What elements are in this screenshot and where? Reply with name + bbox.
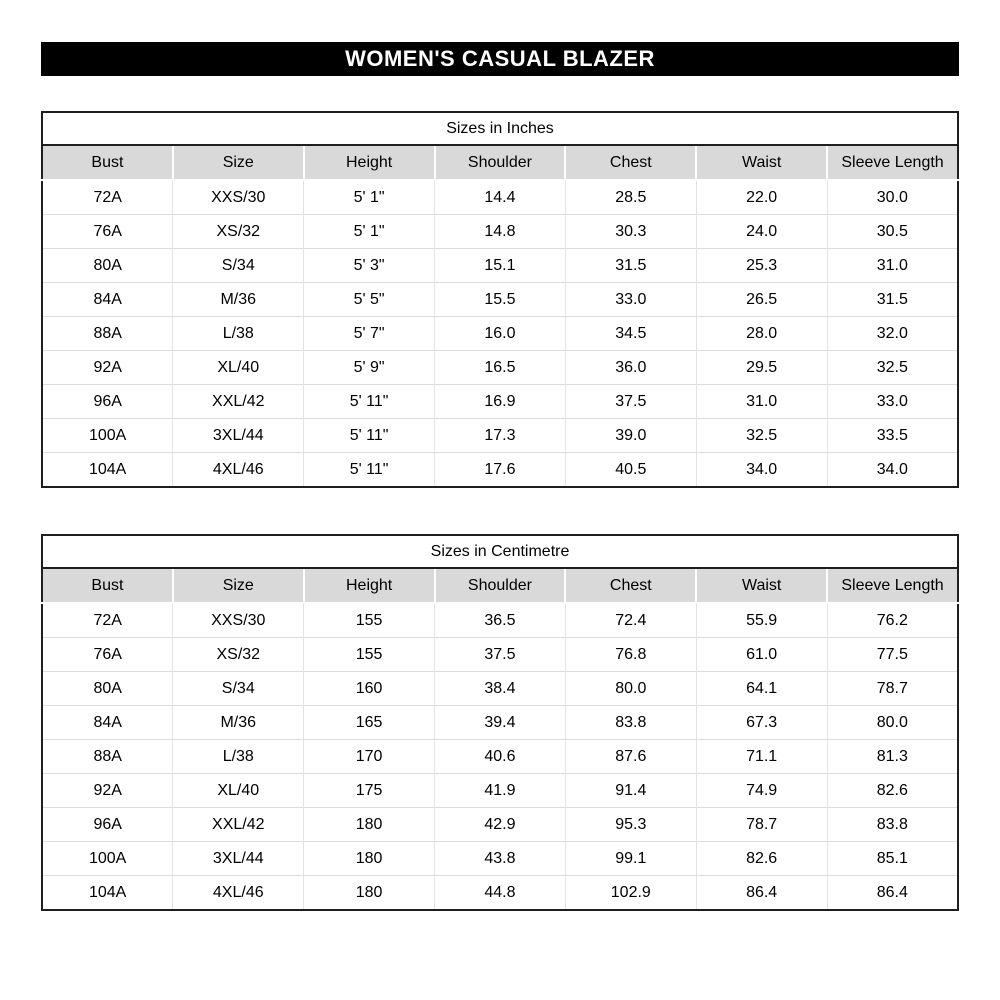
table-caption: Sizes in Inches — [42, 112, 958, 145]
data-cell: 5' 5" — [304, 283, 435, 317]
data-cell: 67.3 — [696, 706, 827, 740]
data-cell: 95.3 — [565, 808, 696, 842]
data-cell: 55.9 — [696, 603, 827, 638]
data-cell: 15.5 — [435, 283, 566, 317]
data-cell: S/34 — [173, 672, 304, 706]
data-cell: 32.5 — [827, 351, 958, 385]
data-cell: 96A — [42, 808, 173, 842]
data-cell: 39.4 — [435, 706, 566, 740]
data-cell: 96A — [42, 385, 173, 419]
data-cell: L/38 — [173, 317, 304, 351]
data-cell: 26.5 — [696, 283, 827, 317]
data-cell: 72.4 — [565, 603, 696, 638]
table-row — [42, 317, 958, 351]
table-row — [42, 603, 958, 638]
data-cell: 5' 11" — [304, 419, 435, 453]
table-row — [42, 215, 958, 249]
data-cell: 5' 1" — [304, 215, 435, 249]
data-cell: 77.5 — [827, 638, 958, 672]
data-cell: 72A — [42, 603, 173, 638]
data-cell: 180 — [304, 876, 435, 911]
data-cell: 29.5 — [696, 351, 827, 385]
sizes-in-centimetre-table — [41, 534, 959, 911]
data-cell: 80.0 — [827, 706, 958, 740]
data-cell: 104A — [42, 876, 173, 911]
data-cell: 85.1 — [827, 842, 958, 876]
data-cell: 4XL/46 — [173, 453, 304, 488]
data-cell: 14.8 — [435, 215, 566, 249]
data-cell: 180 — [304, 842, 435, 876]
data-cell: 42.9 — [435, 808, 566, 842]
data-cell: XL/40 — [173, 774, 304, 808]
data-cell: 84A — [42, 283, 173, 317]
data-cell: 16.9 — [435, 385, 566, 419]
data-cell: 36.0 — [565, 351, 696, 385]
data-cell: 76.2 — [827, 603, 958, 638]
data-cell: XS/32 — [173, 215, 304, 249]
data-cell: 92A — [42, 351, 173, 385]
data-cell: 38.4 — [435, 672, 566, 706]
product-title-bar — [41, 42, 959, 76]
data-cell: 81.3 — [827, 740, 958, 774]
data-cell: 33.5 — [827, 419, 958, 453]
size-chart-page — [41, 0, 959, 911]
data-cell: 76A — [42, 638, 173, 672]
data-cell: 86.4 — [827, 876, 958, 911]
table-row — [42, 638, 958, 672]
column-header-row — [42, 145, 958, 180]
data-cell: 31.5 — [565, 249, 696, 283]
data-cell: 74.9 — [696, 774, 827, 808]
table-row — [42, 249, 958, 283]
data-cell: 83.8 — [565, 706, 696, 740]
table-row — [42, 419, 958, 453]
table-caption-row — [42, 112, 958, 145]
data-cell: 92A — [42, 774, 173, 808]
data-cell: 80.0 — [565, 672, 696, 706]
column-header-shoulder: Shoulder — [435, 145, 566, 180]
data-cell: 104A — [42, 453, 173, 488]
data-cell: 31.5 — [827, 283, 958, 317]
data-cell: 180 — [304, 808, 435, 842]
column-header-waist: Waist — [696, 568, 827, 603]
data-cell: 5' 11" — [304, 453, 435, 488]
table-row — [42, 453, 958, 488]
data-cell: 72A — [42, 180, 173, 215]
data-cell: 15.1 — [435, 249, 566, 283]
data-cell: 3XL/44 — [173, 419, 304, 453]
data-cell: 155 — [304, 603, 435, 638]
table-row — [42, 876, 958, 911]
data-cell: 30.3 — [565, 215, 696, 249]
column-header-chest: Chest — [565, 568, 696, 603]
data-cell: XXS/30 — [173, 180, 304, 215]
column-header-height: Height — [304, 145, 435, 180]
data-cell: 40.6 — [435, 740, 566, 774]
data-cell: XL/40 — [173, 351, 304, 385]
data-cell: 87.6 — [565, 740, 696, 774]
column-header-shoulder: Shoulder — [435, 568, 566, 603]
data-cell: 30.0 — [827, 180, 958, 215]
data-cell: 30.5 — [827, 215, 958, 249]
data-cell: 41.9 — [435, 774, 566, 808]
data-cell: 16.0 — [435, 317, 566, 351]
table-row — [42, 180, 958, 215]
data-cell: 37.5 — [565, 385, 696, 419]
table-row — [42, 385, 958, 419]
column-header-height: Height — [304, 568, 435, 603]
data-cell: 39.0 — [565, 419, 696, 453]
data-cell: 28.0 — [696, 317, 827, 351]
data-cell: 5' 9" — [304, 351, 435, 385]
data-cell: 80A — [42, 249, 173, 283]
table-row — [42, 740, 958, 774]
data-cell: 5' 11" — [304, 385, 435, 419]
data-cell: 32.0 — [827, 317, 958, 351]
table-row — [42, 808, 958, 842]
data-cell: L/38 — [173, 740, 304, 774]
data-cell: 5' 7" — [304, 317, 435, 351]
table-row — [42, 706, 958, 740]
data-cell: 61.0 — [696, 638, 827, 672]
data-cell: XXS/30 — [173, 603, 304, 638]
data-cell: 16.5 — [435, 351, 566, 385]
product-title: WOMEN'S CASUAL BLAZER — [345, 46, 655, 71]
data-cell: 5' 3" — [304, 249, 435, 283]
data-cell: 80A — [42, 672, 173, 706]
data-cell: 102.9 — [565, 876, 696, 911]
data-cell: 82.6 — [827, 774, 958, 808]
data-cell: 84A — [42, 706, 173, 740]
data-cell: XS/32 — [173, 638, 304, 672]
column-header-size: Size — [173, 568, 304, 603]
data-cell: 78.7 — [827, 672, 958, 706]
data-cell: 34.0 — [827, 453, 958, 488]
column-header-bust: Bust — [42, 568, 173, 603]
data-cell: S/34 — [173, 249, 304, 283]
data-cell: 22.0 — [696, 180, 827, 215]
table-caption: Sizes in Centimetre — [42, 535, 958, 568]
table-row — [42, 672, 958, 706]
data-cell: 43.8 — [435, 842, 566, 876]
table-row — [42, 283, 958, 317]
data-cell: XXL/42 — [173, 808, 304, 842]
data-cell: 17.6 — [435, 453, 566, 488]
data-cell: 32.5 — [696, 419, 827, 453]
data-cell: 175 — [304, 774, 435, 808]
data-cell: M/36 — [173, 283, 304, 317]
data-cell: 78.7 — [696, 808, 827, 842]
column-header-size: Size — [173, 145, 304, 180]
data-cell: 34.0 — [696, 453, 827, 488]
data-cell: XXL/42 — [173, 385, 304, 419]
data-cell: 170 — [304, 740, 435, 774]
data-cell: 36.5 — [435, 603, 566, 638]
data-cell: 33.0 — [565, 283, 696, 317]
data-cell: 34.5 — [565, 317, 696, 351]
data-cell: 76.8 — [565, 638, 696, 672]
data-cell: 4XL/46 — [173, 876, 304, 911]
column-header-chest: Chest — [565, 145, 696, 180]
sizes-in-inches-table — [41, 111, 959, 488]
table-caption-row — [42, 535, 958, 568]
data-cell: 165 — [304, 706, 435, 740]
data-cell: 86.4 — [696, 876, 827, 911]
data-cell: 88A — [42, 317, 173, 351]
data-cell: 33.0 — [827, 385, 958, 419]
data-cell: 82.6 — [696, 842, 827, 876]
data-cell: 64.1 — [696, 672, 827, 706]
column-header-waist: Waist — [696, 145, 827, 180]
data-cell: 100A — [42, 842, 173, 876]
data-cell: 99.1 — [565, 842, 696, 876]
data-cell: 31.0 — [827, 249, 958, 283]
data-cell: 37.5 — [435, 638, 566, 672]
data-cell: M/36 — [173, 706, 304, 740]
data-cell: 24.0 — [696, 215, 827, 249]
data-cell: 83.8 — [827, 808, 958, 842]
column-header-row — [42, 568, 958, 603]
column-header-bust: Bust — [42, 145, 173, 180]
data-cell: 28.5 — [565, 180, 696, 215]
data-cell: 44.8 — [435, 876, 566, 911]
data-cell: 17.3 — [435, 419, 566, 453]
data-cell: 31.0 — [696, 385, 827, 419]
data-cell: 155 — [304, 638, 435, 672]
data-cell: 40.5 — [565, 453, 696, 488]
data-cell: 88A — [42, 740, 173, 774]
data-cell: 160 — [304, 672, 435, 706]
data-cell: 5' 1" — [304, 180, 435, 215]
data-cell: 25.3 — [696, 249, 827, 283]
data-cell: 91.4 — [565, 774, 696, 808]
table-row — [42, 774, 958, 808]
data-cell: 3XL/44 — [173, 842, 304, 876]
data-cell: 76A — [42, 215, 173, 249]
data-cell: 14.4 — [435, 180, 566, 215]
column-header-sleeve-length: Sleeve Length — [827, 145, 958, 180]
data-cell: 71.1 — [696, 740, 827, 774]
column-header-sleeve-length: Sleeve Length — [827, 568, 958, 603]
table-row — [42, 842, 958, 876]
table-row — [42, 351, 958, 385]
data-cell: 100A — [42, 419, 173, 453]
